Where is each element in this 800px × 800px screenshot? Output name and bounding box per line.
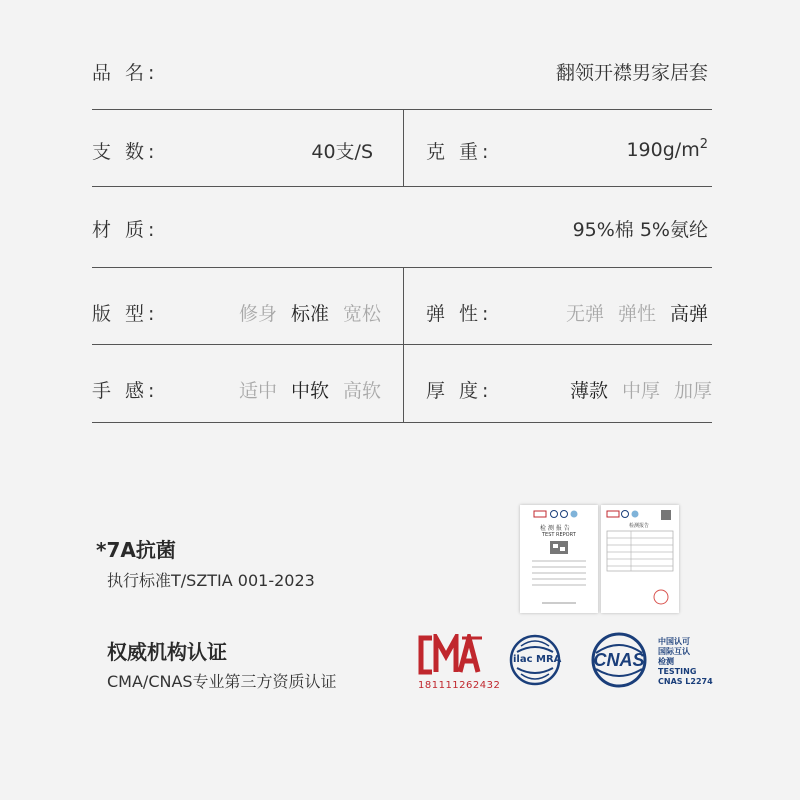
cma-logo: [418, 634, 484, 676]
fit-option: 宽松: [342, 303, 381, 325]
test-report-image: [520, 505, 598, 613]
thickness-option: 中厚: [621, 380, 660, 402]
report-title-cn: 检 测 报 告: [540, 525, 570, 532]
test-report-image: [601, 505, 679, 613]
authority-title: 权威机构认证: [107, 640, 227, 664]
ilac-text: ilac MRA: [513, 654, 562, 665]
thickness-label: 厚 度:: [426, 380, 493, 402]
hand-feel-options: [225, 376, 381, 403]
thickness-option: 加厚: [673, 380, 712, 402]
cnas-logo: [584, 631, 654, 689]
divider: [92, 186, 712, 187]
elasticity-options: [552, 299, 708, 326]
thickness-options: [556, 376, 712, 403]
elasticity-label: 弹 性:: [426, 303, 493, 325]
hand-feel-label: 手 感:: [92, 380, 159, 402]
divider: [92, 422, 712, 423]
fit-option: 修身: [238, 303, 277, 325]
product-name-label: 品 名:: [92, 62, 159, 84]
yarn-count-label: 支 数:: [92, 141, 159, 163]
antibacterial-standard: 执行标准T/SZTIA 001-2023: [107, 571, 315, 590]
divider: [92, 267, 712, 268]
thickness-option: 薄款: [569, 380, 608, 402]
report2-title: 检测报告: [629, 523, 650, 529]
elasticity-option: 无弹: [565, 303, 604, 325]
material-label: 材 质:: [92, 219, 159, 241]
hand-feel-option: 适中: [238, 380, 277, 402]
weight-value: $190g/m^2$: [626, 137, 708, 161]
authority-desc: CMA/CNAS专业第三方资质认证: [107, 672, 337, 691]
antibacterial-title: *7A抗菌: [96, 538, 176, 562]
fit-label: 版 型:: [92, 303, 159, 325]
cma-number: 181111262432: [418, 680, 501, 691]
cnas-caption: 中国认可 国际互认 检测 TESTING CNAS L2274: [658, 637, 713, 686]
elasticity-option: 高弹: [669, 303, 708, 325]
weight-label: 克 重:: [426, 141, 493, 163]
fit-option: 标准: [290, 303, 329, 325]
product-name-value: 翻领开襟男家居套: [555, 62, 708, 84]
column-divider: [403, 109, 404, 186]
fit-options: [225, 299, 381, 326]
svg-text:CNAS: CNAS: [593, 650, 645, 670]
divider: [92, 344, 712, 345]
hand-feel-option: 中软: [290, 380, 329, 402]
material-value: 95%棉 5%氨纶: [572, 219, 708, 241]
divider: [92, 109, 712, 110]
report-title-en: TEST REPORT: [542, 532, 576, 538]
elasticity-option: 弹性: [617, 303, 656, 325]
ilac-mra-logo: [509, 634, 561, 686]
yarn-count-value: 40支/S: [311, 141, 373, 163]
hand-feel-option: 高软: [342, 380, 381, 402]
